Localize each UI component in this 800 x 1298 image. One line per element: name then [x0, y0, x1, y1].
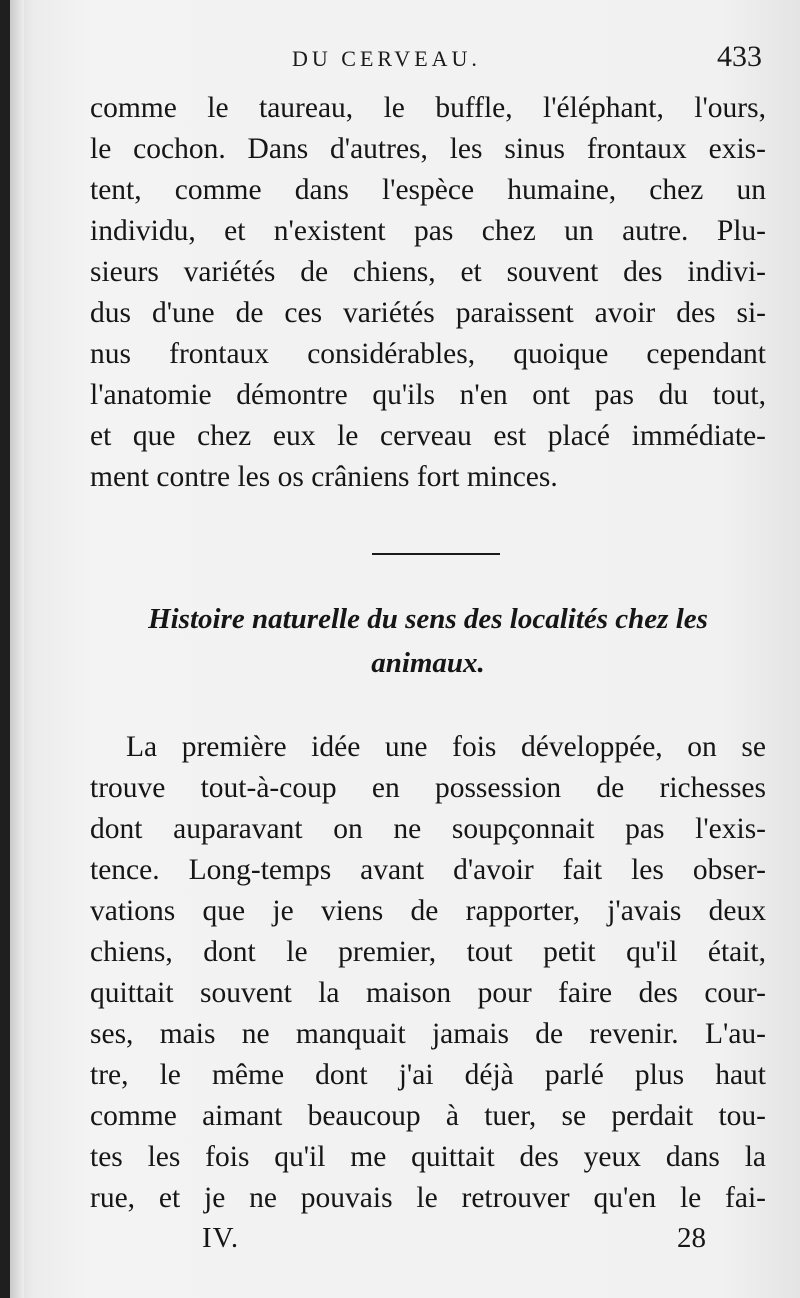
- page-footer: [90, 1222, 766, 1262]
- paragraph-line: nus frontaux considérables, quoique cependant: [90, 338, 766, 370]
- paragraph-line: ses, mais ne manquait jamais de revenir. L'au-: [90, 1018, 766, 1050]
- signature-mark: IV.: [202, 1222, 240, 1254]
- binding-edge: [10, 0, 24, 1298]
- paragraph-line: tes les fois qu'il me quittait des yeux dans la: [90, 1141, 766, 1173]
- paragraph-line: l'anatomie démontre qu'ils n'en ont pas du tout,: [90, 379, 766, 411]
- book-page: [10, 0, 800, 1298]
- running-head: [82, 40, 762, 80]
- paragraph-line: quittait souvent la maison pour faire des cour-: [90, 977, 766, 1009]
- paragraph-line: dont auparavant on ne soupçonnait pas l'exis-: [90, 813, 766, 845]
- paragraph-line: le cochon. Dans d'autres, les sinus frontaux exis-: [90, 133, 766, 165]
- paragraph-line: La première idée une fois développée, on se: [126, 731, 766, 763]
- paragraph-line: dus d'une de ces variétés paraissent avoir des si-: [90, 297, 766, 329]
- page-number: 433: [717, 40, 762, 73]
- paragraph-line: comme aimant beaucoup à tuer, se perdait tou-: [90, 1100, 766, 1132]
- paragraph-line: ment contre les os crâniens fort minces.: [90, 461, 558, 493]
- paragraph-line: individu, et n'existent pas chez un autre. Plu-: [90, 215, 766, 247]
- paragraph-line: sieurs variétés de chiens, et souvent des indivi-: [90, 256, 766, 288]
- paragraph-line: chiens, dont le premier, tout petit qu'il était,: [90, 936, 766, 968]
- paragraph-2: [90, 727, 766, 1219]
- section-heading-line-2: animaux.: [371, 647, 485, 679]
- section-heading: [90, 597, 766, 685]
- running-title: DU CERVEAU.: [292, 46, 481, 71]
- paragraph-line: tre, le même dont j'ai déjà parlé plus haut: [90, 1059, 766, 1091]
- paragraph-line: comme le taureau, le buffle, l'éléphant, l'ours,: [90, 92, 766, 124]
- paragraph-line: tent, comme dans l'espèce humaine, chez un: [90, 174, 766, 206]
- paragraph-line: tence. Long-temps avant d'avoir fait les obser-: [90, 854, 766, 886]
- section-heading-line-1: Histoire naturelle du sens des localités chez les: [148, 603, 708, 635]
- paragraph-1: [90, 88, 766, 498]
- paragraph-line: trouve tout-à-coup en possession de richesses: [90, 772, 766, 804]
- paragraph-line: et que chez eux le cerveau est placé immédiate-: [90, 420, 766, 452]
- paragraph-line: rue, et je ne pouvais le retrouver qu'en le fai-: [90, 1182, 766, 1214]
- paragraph-line: vations que je viens de rapporter, j'avais deux: [90, 895, 766, 927]
- gathering-number: 28: [677, 1222, 706, 1254]
- section-divider: [372, 553, 500, 555]
